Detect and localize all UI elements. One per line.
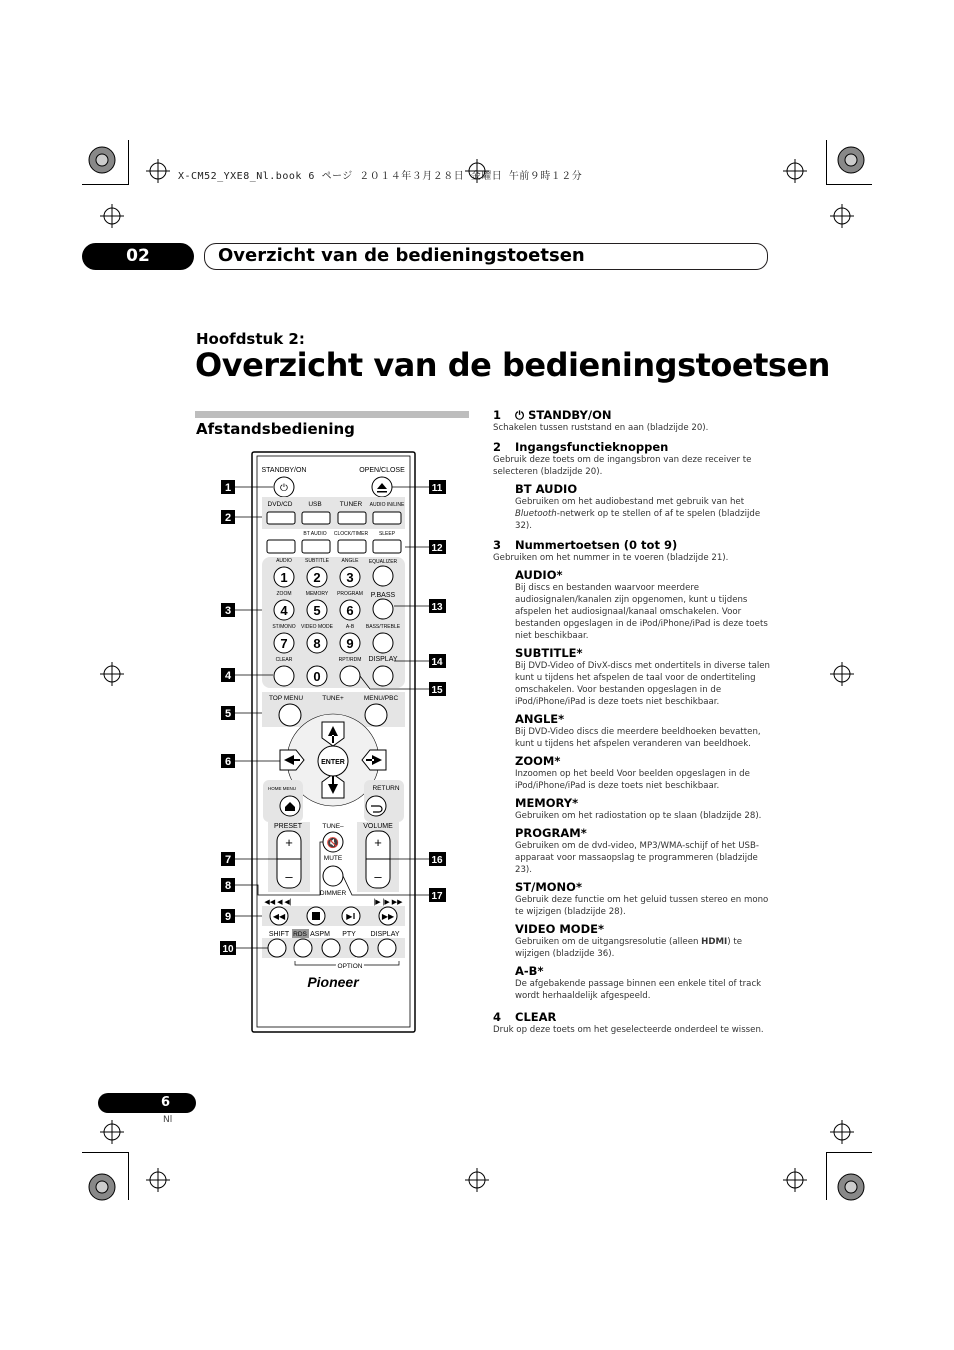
clock-timer-button (338, 540, 366, 553)
item-a-b: A-B* De afgebakende passage binnen een enkele titel of track wordt herhaaldelijk afgespeeld. (515, 964, 762, 1001)
svg-text:USB: USB (308, 501, 322, 508)
svg-text:ENTER: ENTER (321, 759, 345, 766)
svg-text:ANGLE: ANGLE (341, 558, 359, 564)
tuner-button (338, 512, 366, 524)
audio-in-button (373, 512, 401, 524)
play-pause-icon: ▶‖ (346, 912, 356, 921)
svg-text:PTY: PTY (342, 931, 356, 938)
svg-text:16: 16 (431, 855, 443, 866)
item-bt-audio: BT AUDIO Gebruiken om het audiobestand met gebruik van het Bluetooth-netwerk op te stellen of af te spelen (bladzijde 32). (515, 482, 761, 531)
svg-text:RETURN: RETURN (372, 785, 400, 792)
svg-text:DISPLAY: DISPLAY (370, 931, 400, 938)
svg-text:4: 4 (280, 603, 288, 618)
language-code: Nl (163, 1115, 173, 1125)
svg-text:17: 17 (431, 891, 443, 902)
svg-text:11: 11 (431, 483, 443, 494)
svg-text:CLOCK/TIMER: CLOCK/TIMER (333, 531, 369, 537)
svg-text:SHIFT: SHIFT (268, 931, 290, 938)
page-number: 6 (160, 1095, 170, 1110)
stop-icon (312, 912, 320, 920)
svg-text:MUTE: MUTE (323, 855, 343, 862)
svg-text:◀◀ ◀ ◀|: ◀◀ ◀ ◀| (264, 899, 292, 906)
svg-text:2: 2 (224, 512, 232, 524)
rewind-icon: ◀◀ (272, 912, 286, 921)
svg-text:VOLUME: VOLUME (363, 823, 393, 830)
svg-text:HOME MENU: HOME MENU (268, 786, 296, 791)
item-st-mono: ST/MONO* Gebruik deze functie om het geluid tussen stereo en mono te wijzigen (bladzijde 28). (515, 880, 769, 917)
svg-text:A-B: A-B (345, 624, 355, 630)
item-video-mode: VIDEO MODE* Gebruiken om de uitgangsresolutie (alleen HDMI) te wijzigen (bladzijde 36). (515, 922, 742, 959)
running-title: Overzicht van de bedieningstoetsen (218, 245, 585, 266)
power-icon: ⏻ (515, 408, 529, 422)
usb-button (302, 512, 330, 524)
item-clear: 4 CLEAR Druk op deze toets om het geselecteerde onderdeel te wissen. (493, 1010, 764, 1035)
section-title: Afstandsbediening (196, 420, 355, 438)
svg-text:8: 8 (313, 636, 321, 651)
svg-text:TUNER: TUNER (339, 501, 363, 508)
svg-text:ASPM: ASPM (310, 931, 330, 938)
svg-text:0: 0 (313, 669, 321, 684)
svg-text:–: – (374, 869, 382, 884)
item-standby: 1 ⏻ STANDBY/ON Schakelen tussen ruststand en aan (bladzijde 20). (493, 408, 709, 433)
svg-text:BT AUDIO: BT AUDIO (303, 531, 327, 537)
svg-text:AUDIO: AUDIO (276, 558, 292, 564)
svg-text:AUDIO IN/LINE: AUDIO IN/LINE (369, 502, 405, 508)
svg-text:RDS: RDS (293, 931, 307, 938)
item-subtitle: SUBTITLE* Bij DVD-Video of DivX-discs met ondertitels in diverse talen kunt u tijdens het afspelen de taal voor de ondertiteling omschakelen. Voor bestanden opgeslagen in de iPod/iPhone/iPad is deze toets niet beschikbaar. (515, 646, 771, 707)
svg-text:ST/MONO: ST/MONO (272, 624, 296, 630)
chapter-number-tab: 02 (82, 243, 194, 270)
svg-text:15: 15 (431, 685, 443, 696)
mute-icon: 🔇 (326, 838, 340, 849)
svg-text:|▶ |▶ ▶▶: |▶ |▶ ▶▶ (373, 899, 403, 906)
item-number-buttons: 3 Nummertoetsen (0 tot 9) Gebruiken om het nummer in te voeren (bladzijde 21). (493, 538, 729, 563)
svg-text:3: 3 (346, 570, 354, 585)
svg-text:CLEAR: CLEAR (275, 657, 293, 663)
svg-text:3: 3 (224, 605, 232, 617)
section-bar (195, 411, 469, 418)
item-program: PROGRAM* Gebruiken om de dvd-video, MP3/WMA-schijf of het USB-apparaat voor massaopslag te programmeren (bladzijde 23). (515, 826, 759, 875)
svg-text:DISPLAY: DISPLAY (368, 656, 398, 663)
svg-text:10: 10 (222, 944, 234, 955)
svg-text:1: 1 (224, 482, 232, 494)
svg-text:14: 14 (431, 657, 443, 668)
svg-text:13: 13 (431, 602, 443, 613)
svg-text:+: + (285, 835, 293, 850)
remote-label: STANDBY/ON (261, 467, 307, 474)
description-list (493, 408, 773, 1036)
forward-icon: ▶▶ (381, 912, 395, 921)
svg-text:–: – (285, 869, 293, 884)
svg-text:TUNE+: TUNE+ (322, 695, 344, 702)
sleep-button (373, 540, 401, 553)
svg-text:2: 2 (313, 570, 321, 585)
svg-text:5: 5 (224, 708, 232, 720)
remote-control-illustration (215, 448, 443, 1038)
svg-text:5: 5 (313, 603, 321, 618)
svg-text:8: 8 (224, 880, 232, 892)
chapter-label: Hoofdstuk 2: (196, 330, 305, 348)
svg-text:6: 6 (224, 756, 232, 768)
dvd-cd-button (267, 512, 295, 524)
svg-text:VIDEO MODE: VIDEO MODE (301, 624, 333, 630)
svg-text:OPTION: OPTION (337, 963, 363, 970)
power-icon: ⏻ (280, 483, 288, 494)
print-header: X-CM52_YXE8_Nl.book 6 ページ ２０１４年３月２８日 金曜日 午前９時１２分 (178, 171, 583, 182)
svg-text:7: 7 (280, 636, 288, 651)
svg-text:PROGRAM: PROGRAM (337, 591, 363, 597)
item-memory: MEMORY* Gebruiken om het radiostation op te slaan (bladzijde 28). (515, 796, 762, 821)
svg-text:BASS/TREBLE: BASS/TREBLE (365, 624, 401, 630)
svg-text:TOP MENU: TOP MENU (268, 695, 304, 702)
svg-text:9: 9 (346, 636, 354, 651)
brand-logo: Pioneer (307, 974, 359, 990)
svg-text:6: 6 (346, 603, 354, 618)
svg-text:SLEEP: SLEEP (378, 531, 396, 537)
svg-text:DIMMER: DIMMER (319, 890, 347, 897)
svg-text:+: + (374, 835, 382, 850)
svg-text:MENU/PBC: MENU/PBC (363, 695, 399, 702)
svg-text:12: 12 (431, 543, 443, 554)
svg-text:TUNE–: TUNE– (322, 823, 344, 830)
item-input-buttons: 2 Ingangsfunctieknoppen Gebruik deze toets om de ingangsbron van deze receiver te selecteren (bladzijde 20). (493, 440, 752, 477)
svg-text:RPT/RDM: RPT/RDM (338, 657, 362, 663)
svg-text:PRESET: PRESET (273, 823, 303, 830)
page-number-tab (98, 1093, 196, 1113)
svg-text:DVD/CD: DVD/CD (267, 501, 293, 508)
remote-label: OPEN/CLOSE (359, 467, 405, 474)
item-audio: AUDIO* Bij discs en bestanden waarvoor meerdere audiosignalen/kanalen zijn opgenomen, kunt u tijdens afspelen het audiosignaal/kanaal omschakelen. Voor bestanden opgeslagen in de iPod/iPhone/iPad is deze toets niet beschikbaar. (515, 568, 768, 641)
svg-text:MEMORY: MEMORY (305, 591, 329, 597)
svg-text:ZOOM: ZOOM (276, 591, 292, 597)
svg-text:1: 1 (280, 570, 288, 585)
svg-text:SUBTITLE: SUBTITLE (305, 558, 329, 564)
item-angle: ANGLE* Bij DVD-Video discs die meerdere beeldhoeken bevatten, kunt u tijdens het afspelen veranderen van beeldhoek. (515, 712, 761, 749)
svg-text:EQUALIZER: EQUALIZER (368, 559, 398, 565)
item-zoom: ZOOM* Inzoomen op het beeld Voor beelden opgeslagen in de iPod/iPhone/iPad is deze toets niet beschikbaar. (515, 754, 750, 791)
bt-audio-button (302, 540, 330, 553)
page-title: Overzicht van de bedieningstoetsen (195, 346, 830, 384)
svg-text:4: 4 (224, 670, 232, 682)
svg-text:9: 9 (224, 911, 232, 923)
svg-text:P.BASS: P.BASS (370, 592, 396, 599)
svg-text:7: 7 (224, 854, 232, 866)
